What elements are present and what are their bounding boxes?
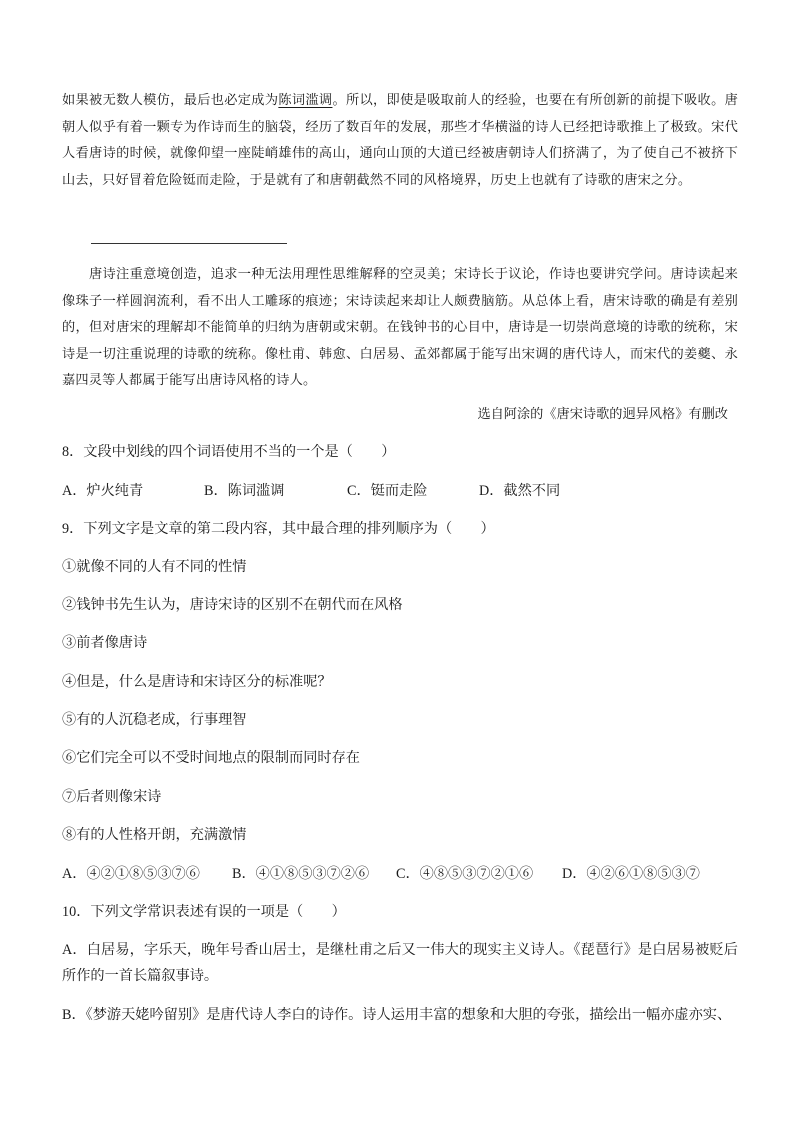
question-8-options <box>62 479 742 503</box>
q8-option-c: C．铤而走险 <box>347 483 428 499</box>
blank-answer-line <box>91 243 287 244</box>
q9-item-6: ⑥它们完全可以不受时间地点的限制而同时存在 <box>62 750 360 766</box>
q9-option-d: D．④②⑥①⑧⑤③⑦ <box>562 866 700 882</box>
q8-option-d: D．截然不同 <box>479 483 561 499</box>
q8-option-a: A．炉火纯青 <box>62 483 144 499</box>
q9-item-5: ⑤有的人沉稳老成，行事理智 <box>62 712 247 728</box>
q9-item-1: ①就像不同的人有不同的性情 <box>62 559 247 575</box>
q9-item-7: ⑦后者则像宋诗 <box>62 789 162 805</box>
q9-item-4: ④但是，什么是唐诗和宋诗区分的标准呢？ <box>62 674 332 690</box>
passage-text: 如果被无数人模仿，最后也必定成为 <box>62 93 279 108</box>
q9-option-b: B．④①⑧⑤③⑦②⑥ <box>232 866 370 882</box>
q9-item-2: ②钱钟书先生认为，唐诗宋诗的区别不在朝代而在风格 <box>62 597 403 613</box>
passage-text: 。所以，即使是吸取前人的经验，也要在有所创新的前提下吸收。唐朝人似乎有着一颗专为作诗而生的脑袋，经历了数百年的发展，那些才华横溢的诗人已经把诗歌推上了极致。宋代人看唐诗的时候，就像仰望一座陡峭雄伟的高山，通向山顶的大道已经被唐朝诗人们挤满了，为了使自己不被挤下山去，只好冒着危险铤而走险，于是就有了和唐朝截然不同的风格境界，历史上也就有了诗歌的唐宋之分。 <box>62 93 738 188</box>
q9-option-c: C．④⑧⑤③⑦②①⑥ <box>396 866 534 882</box>
passage-text: 唐诗注重意境创造，追求一种无法用理性思维解释的空灵美；宋诗长于议论，作诗也要讲究学问。唐诗读起来像珠子一样圆润流利，看不出人工雕琢的痕迹；宋诗读起来却让人颇费脑筋。从总体上看，唐宋诗歌的确是有差别的，但对唐宋的理解却不能简单的归纳为唐朝或宋朝。在钱钟书的心目中，唐诗是一切崇尚意境的诗歌的统称，宋诗是一切注重说理的诗歌的统称。像杜甫、韩愈、白居易、孟郊都属于能写出宋调的唐代诗人，而宋代的姜夔、永嘉四灵等人都属于能写出唐诗风格的诗人。 <box>62 267 738 388</box>
q9-item-8: ⑧有的人性格开朗，充满激情 <box>62 827 247 843</box>
passage-paragraph-3 <box>62 262 738 395</box>
q10-option-b: B．《梦游天姥吟留别》是唐代诗人李白的诗作。诗人运用丰富的想象和大胆的夸张，描绘出一幅亦虚亦实、 <box>62 1007 732 1023</box>
question-10-stem: 10．下列文学常识表述有误的一项是（ ） <box>62 904 346 920</box>
question-9-stem: 9．下列文字是文章的第二段内容，其中最合理的排列顺序为（ ） <box>62 521 495 537</box>
q10-option-a: A．白居易，字乐天，晚年号香山居士，是继杜甫之后又一伟大的现实主义诗人。《琵琶行》是白居易被贬后所作的一首长篇叙事诗。 <box>62 942 738 984</box>
question-9-options <box>62 862 742 886</box>
underlined-term: 陈词滥调 <box>278 93 333 108</box>
q9-option-a: A．④②①⑧⑤③⑦⑥ <box>62 866 200 882</box>
source-citation: 选自阿涂的《唐宋诗歌的迥异风格》有删改 <box>477 407 728 422</box>
question-8-stem: 8．文段中划线的四个词语使用不当的一个是（ ） <box>62 444 396 460</box>
passage-paragraph-1 <box>62 88 738 194</box>
q9-item-3: ③前者像唐诗 <box>62 635 148 651</box>
q8-option-b: B．陈词滥调 <box>204 483 285 499</box>
